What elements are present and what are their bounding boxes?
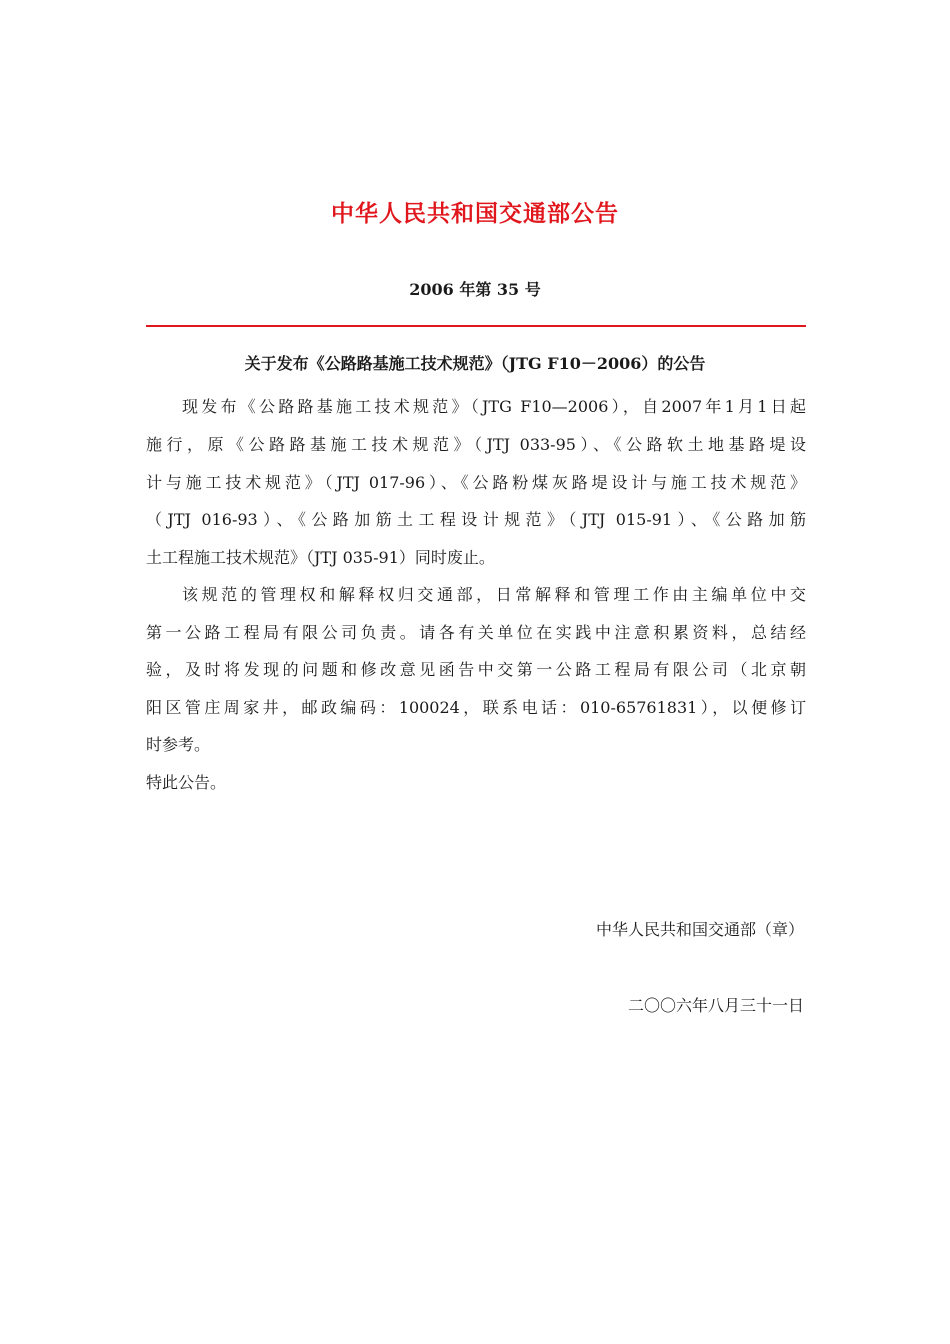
paragraph-1-line-4: （JTJ 016-93）、《公路加筋土工程设计规范》（JTJ 015-91）、《公路加筋 (146, 510, 806, 529)
paragraph-2-line-3: 验，及时将发现的问题和修改意见函告中交第一公路工程局有限公司（北京朝 (146, 660, 806, 679)
issuer-signature: 中华人民共和国交通部（章） (595, 920, 804, 939)
paragraph-1-line-2: 施行，原《公路路基施工技术规范》（JTJ 033-95）、《公路软土地基路堤设 (146, 435, 806, 454)
announcement-subject: 关于发布《公路路基施工技术规范》（JTG F10－2006）的公告 (244, 354, 706, 373)
issue-date: 二〇〇六年八月三十一日 (627, 996, 804, 1015)
paragraph-1-line-5: 土工程施工技术规范》（JTJ 035-91）同时废止。 (146, 548, 495, 567)
paragraph-1-line-1: 现发布《公路路基施工技术规范》（JTG F10—2006），自2007年1月1日起 (182, 397, 806, 416)
paragraph-1-line-3: 计与施工技术规范》（JTJ 017-96）、《公路粉煤灰路堤设计与施工技术规范》 (146, 473, 806, 492)
paragraph-2-line-5: 时参考。 (146, 735, 211, 754)
document-number: 2006 年第 35 号 (409, 280, 541, 299)
red-divider-rule (146, 325, 806, 327)
paragraph-2-line-1: 该规范的管理权和解释权归交通部，日常解释和管理工作由主编单位中交 (182, 585, 806, 604)
paragraph-2-line-4: 阳区管庄周家井，邮政编码：100024，联系电话：010-65761831），以便修订 (146, 698, 806, 717)
paragraph-2-line-2: 第一公路工程局有限公司负责。请各有关单位在实践中注意积累资料，总结经 (146, 623, 806, 642)
closing-remark: 特此公告。 (146, 773, 227, 792)
document-title: 中华人民共和国交通部公告 (331, 200, 619, 227)
